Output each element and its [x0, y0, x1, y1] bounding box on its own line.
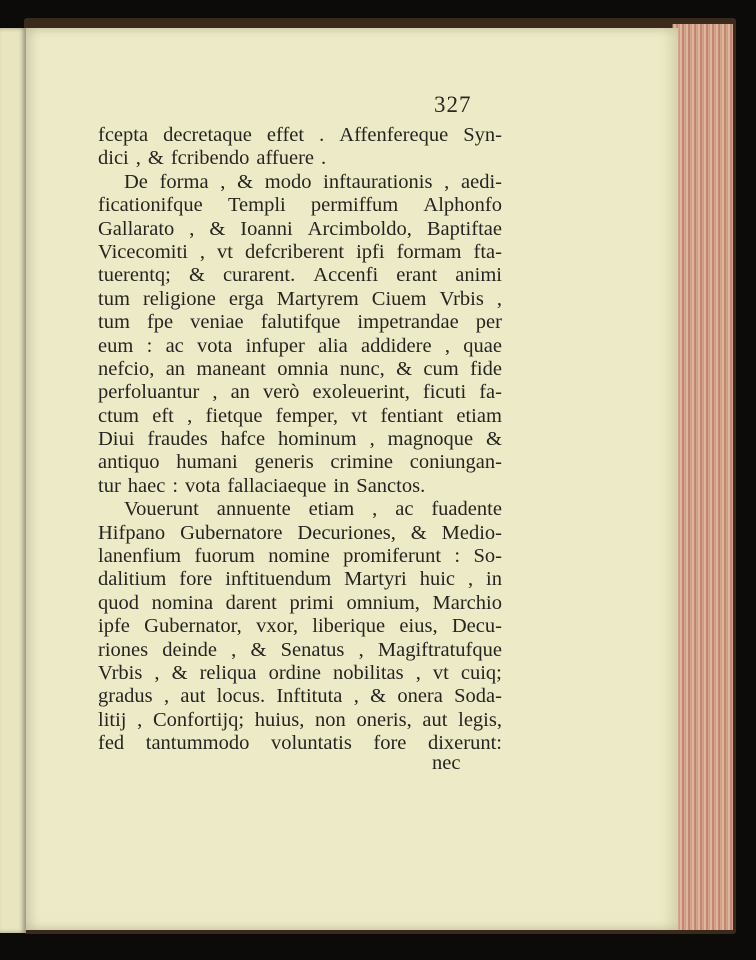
- text-line: perfoluantur , an verò exoleuerint, ficuti fa-: [98, 381, 502, 404]
- text-line: Hifpano Gubernatore Decuriones, & Medio-: [98, 521, 502, 544]
- text-line: Vouerunt annuente etiam , ac fuadente: [124, 498, 502, 521]
- text-line: Diui fraudes hafce hominum , magnoque &: [98, 428, 502, 451]
- left-page-edge: [0, 28, 26, 933]
- page-number: 327: [434, 92, 472, 117]
- body-text: [98, 124, 502, 756]
- text-line: riones deinde , & Senatus , Magiftratufque: [98, 638, 502, 661]
- text-line: dalitium fore inftituendum Martyri huic , in: [98, 568, 502, 591]
- text-line: gradus , aut locus. Inftituta , & onera Soda-: [98, 685, 502, 708]
- text-line: dici , & fcribendo affuere .: [98, 147, 327, 170]
- text-line: fcepta decretaque effet . Affenfereque Syn-: [98, 124, 502, 146]
- text-line: De forma , & modo inftaurationis , aedi-: [124, 170, 502, 193]
- text-line: eum : ac vota infuper alia addidere , quae: [98, 334, 502, 357]
- text-line: Gallarato , & Ioanni Arcimboldo, Baptiftae: [98, 217, 502, 240]
- text-line: tur haec : vota fallaciaeque in Sanctos.: [98, 474, 426, 497]
- text-line: quod nomina darent primi omnium, Marchio: [98, 591, 502, 614]
- text-line: ipfe Gubernator, vxor, liberique eius, Decu-: [98, 615, 502, 638]
- text-line: Vrbis , & reliqua ordine nobilitas , vt cuiq;: [98, 661, 502, 684]
- text-line: tum religione erga Martyrem Ciuem Vrbis ,: [98, 287, 502, 310]
- text-line: lanenfium fuorum nomine promiferunt : So-: [98, 545, 502, 568]
- text-line: ficationifque Templi permiffum Alphonfo: [98, 194, 502, 217]
- text-line: Vicecomiti , vt defcriberent ipfi formam fta-: [98, 240, 502, 263]
- text-line: fed tantummodo voluntatis fore dixerunt:: [98, 732, 502, 755]
- book-page: [26, 28, 678, 930]
- text-line: ctum eft , fietque femper, vt fentiant etiam: [98, 404, 502, 427]
- text-line: antiquo humani generis crimine coniungan-: [98, 451, 502, 474]
- text-line: tum fpe veniae falutifque impetrandae per: [98, 311, 502, 334]
- text-line: litij , Confortijq; huius, non oneris, aut legis,: [98, 708, 502, 731]
- text-line: tuerentq; & curarent. Accenfi erant animi: [98, 264, 502, 287]
- text-line: nefcio, an maneant omnia nunc, & cum fide: [98, 357, 502, 380]
- catchword: nec: [432, 752, 461, 774]
- page-edges: [672, 24, 733, 930]
